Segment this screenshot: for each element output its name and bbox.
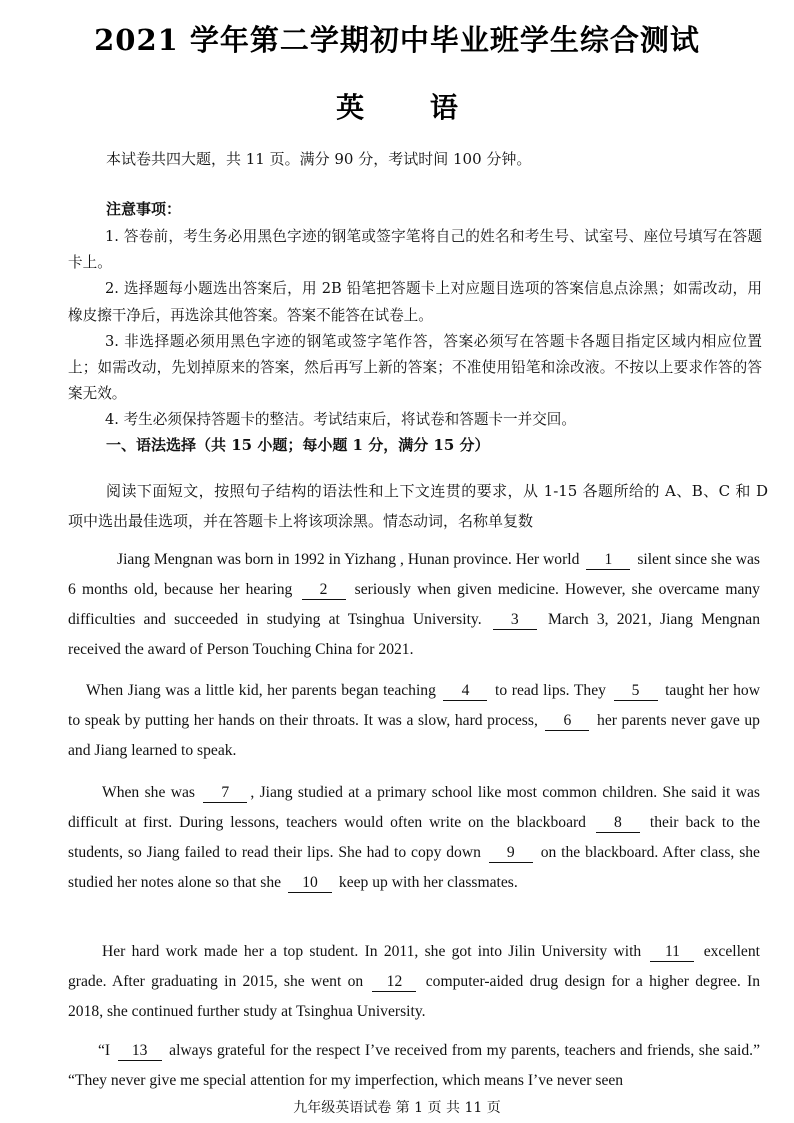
subject-title: 英 语 — [336, 91, 486, 124]
passage-text: When she was — [102, 784, 195, 801]
answer-blank: 1 — [586, 551, 630, 570]
answer-blank: 12 — [372, 973, 416, 992]
notice-item: 2. 选择题每小题选出答案后，用 2B 铅笔把答题卡上对应题目选项的答案信息点涂黑；如需改动，用橡皮擦干净后，再选涂其他答案。答案不能答在试卷上。 — [68, 280, 762, 324]
passage-text: taught her how to speak by putting her hands on their throats. It was a slow, hard process, — [68, 682, 760, 729]
passage-text: on the blackboard. After class, she studied her notes alone so that she — [68, 844, 760, 891]
passage-text: computer-aided drug design for a higher degree. In 2018, she continued further study at Tsinghua University. — [68, 973, 760, 1020]
page-footer: 九年级英语试卷 第 1 页 共 11 页 — [293, 1100, 501, 1116]
passage-text: keep up with her classmates. — [338, 874, 518, 891]
notice-heading: 注意事项： — [106, 200, 182, 218]
notice-item: 4. 考生必须保持答题卡的整洁。考试结束后，将试卷和答题卡一并交回。 — [105, 411, 576, 429]
passage-paragraph-1 — [68, 545, 760, 665]
passage-text: “I — [98, 1042, 111, 1059]
answer-blank: 13 — [118, 1042, 162, 1061]
exam-title: 2021 学年第二学期初中毕业班学生综合测试 — [94, 23, 700, 57]
answer-blank: 10 — [288, 874, 332, 893]
passage-paragraph-4 — [68, 937, 760, 1027]
answer-blank: 9 — [489, 844, 533, 863]
answer-blank: 11 — [650, 943, 694, 962]
notice-item: 1. 答卷前，考生务必用黑色字迹的钢笔或签字笔将自己的姓名和考生号、试室号、座位号填写在答题卡上。 — [68, 228, 762, 272]
notice-item: 3. 非选择题必须用黑色字迹的钢笔或签字笔作答，答案必须写在答题卡各题目指定区域内相应位置上；如需改动，先划掉原来的答案，然后再写上新的答案；不准使用铅笔和涂改液。不按以上要求作答的答案无效。 — [68, 332, 762, 403]
passage-paragraph-3 — [68, 778, 760, 898]
passage-paragraph-2 — [68, 676, 760, 766]
passage-text: seriously when given medicine. However, she overcame many difficulties and succeeded in studying at Tsinghua University. — [68, 581, 760, 628]
notice-list — [68, 224, 762, 434]
answer-blank: 5 — [614, 682, 658, 701]
answer-blank: 2 — [302, 581, 346, 600]
answer-blank: 3 — [493, 611, 537, 630]
passage-text: When Jiang was a little kid, her parents began teaching — [86, 682, 436, 699]
answer-blank: 4 — [443, 682, 487, 701]
answer-blank: 7 — [203, 784, 247, 803]
section-instructions: 阅读下面短文，按照句子结构的语法性和上下文连贯的要求，从 1-15 各题所给的 A、B、C 和 D 项中选出最佳选项，并在答题卡上将该项涂黑。情态动词，名称单复数 — [68, 482, 768, 530]
passage-text: excellent grade. After graduating in 2015, she went on — [68, 943, 760, 990]
passage-text: , Jiang studied at a primary school like most common children. She said it was difficult at first. During lessons, teachers would often write on the blackboard — [68, 784, 760, 831]
passage-paragraph-5 — [68, 1036, 760, 1096]
passage-text: Jiang Mengnan was born in 1992 in Yizhang , Hunan province. Her world — [117, 551, 580, 568]
passage-text: silent since she was 6 months old, because her hearing — [68, 551, 761, 598]
exam-intro: 本试卷共四大题，共 11 页。满分 90 分，考试时间 100 分钟。 — [106, 150, 532, 168]
answer-blank: 8 — [596, 814, 640, 833]
passage-text: her parents never gave up and Jiang learned to speak. — [68, 712, 760, 759]
passage-text: Her hard work made her a top student. In 2011, she got into Jilin University with — [102, 943, 642, 960]
passage-text: March 3, 2021, Jiang Mengnan received the award of Person Touching China for 2021. — [68, 611, 760, 658]
section-heading: 一、语法选择（共 15 小题；每小题 1 分，满分 15 分） — [106, 436, 490, 454]
passage-text: their back to the students, so Jiang failed to read their lips. She had to copy down — [68, 814, 760, 861]
passage-text: to read lips. They — [495, 682, 606, 699]
answer-blank: 6 — [545, 712, 589, 731]
passage-text: always grateful for the respect I’ve received from my parents, teachers and friends, she said.” “They never give me special attention for my imperfection, which means I’ve never seen — [68, 1042, 760, 1089]
